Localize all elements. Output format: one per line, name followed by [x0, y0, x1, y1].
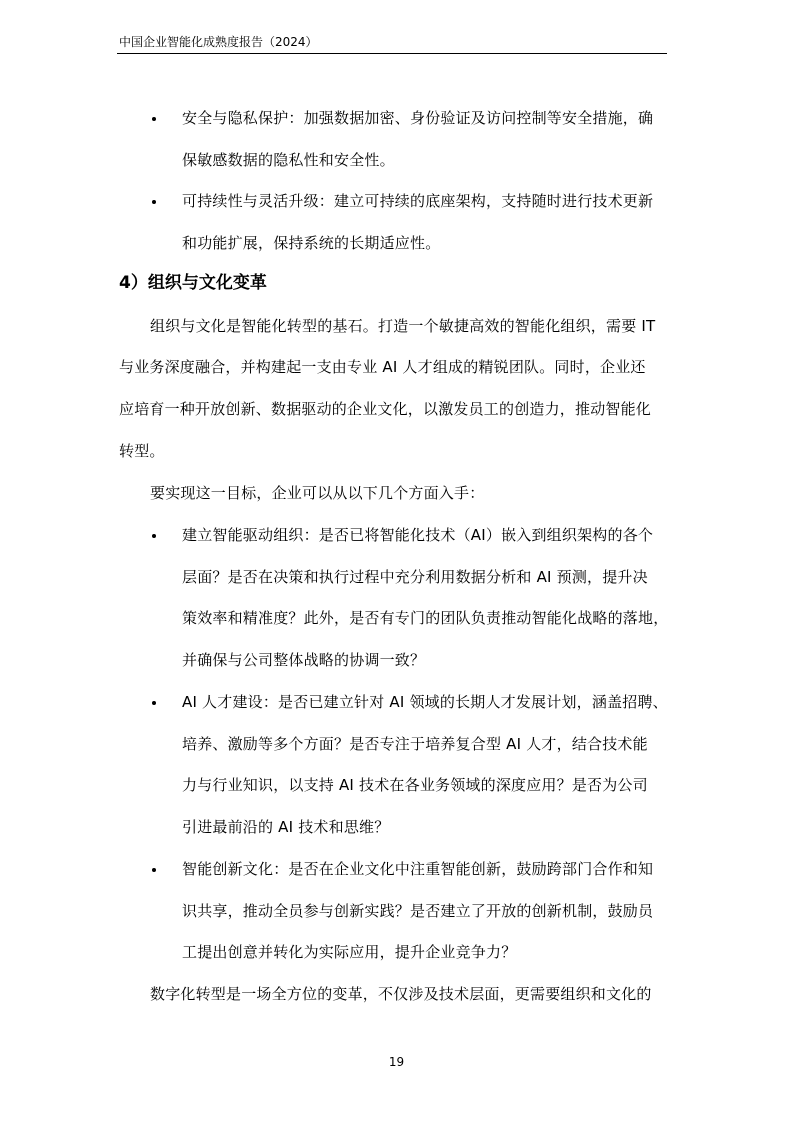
header-rule — [117, 53, 667, 54]
bullet-marker — [152, 534, 156, 538]
bullet-line: AI 人才建设：是否已建立针对 AI 领域的长期人才发展计划，涵盖招聘、 — [182, 693, 668, 711]
bullet-line: 并确保与公司整体战略的协调一致？ — [182, 651, 426, 669]
bullet-line: 培养、激励等多个方面？是否专注于培养复合型 AI 人才，结合技术能 — [182, 735, 648, 753]
page-header-title: 中国企业智能化成熟度报告（2024） — [119, 35, 318, 49]
bullet-line: 安全与隐私保护：加强数据加密、身份验证及访问控制等安全措施，确 — [182, 109, 654, 127]
bullet-line: 建立智能驱动组织：是否已将智能化技术（AI）嵌入到组织架构的各个 — [182, 526, 654, 544]
page-number: 19 — [388, 1055, 405, 1069]
paragraph-line: 与业务深度融合，并构建起一支由专业 AI 人才组成的精锐团队。同时，企业还 — [119, 358, 646, 376]
paragraph-line: 组织与文化是智能化转型的基石。打造一个敏捷高效的智能化组织，需要 IT — [150, 317, 656, 335]
bullet-line: 和功能扩展，保持系统的长期适应性。 — [182, 234, 441, 252]
bullet-line: 智能创新文化：是否在企业文化中注重智能创新，鼓励跨部门合作和知 — [182, 860, 654, 878]
bullet-line: 保敏感数据的隐私性和安全性。 — [182, 151, 395, 169]
intro-line: 要实现这一目标，企业可以从以下几个方面入手： — [150, 484, 485, 502]
bullet-line: 识共享，推动全员参与创新实践？是否建立了开放的创新机制，鼓励员 — [182, 902, 654, 920]
section-heading: 4）组织与文化变革 — [119, 273, 267, 293]
bullet-line: 可持续性与灵活升级：建立可持续的底座架构，支持随时进行技术更新 — [182, 192, 654, 210]
bullet-line: 策效率和精准度？此外，是否有专门的团队负责推动智能化战略的落地， — [182, 609, 669, 627]
bullet-line: 力与行业知识，以支持 AI 技术在各业务领域的深度应用？是否为公司 — [182, 776, 648, 794]
bullet-line: 层面？是否在决策和执行过程中充分利用数据分析和 AI 预测，提升决 — [182, 568, 648, 586]
closing-line: 数字化转型是一场全方位的变革，不仅涉及技术层面，更需要组织和文化的 — [150, 985, 652, 1003]
bullet-marker — [152, 200, 156, 204]
bullet-marker — [152, 701, 156, 705]
bullet-marker — [152, 868, 156, 872]
bullet-marker — [152, 117, 156, 121]
paragraph-line: 转型。 — [119, 442, 165, 460]
paragraph-line: 应培育一种开放创新、数据驱动的企业文化，以激发员工的创造力，推动智能化 — [119, 400, 652, 418]
bullet-line: 引进最前沿的 AI 技术和思维？ — [182, 818, 390, 836]
bullet-line: 工提出创意并转化为实际应用，提升企业竞争力？ — [182, 943, 517, 961]
